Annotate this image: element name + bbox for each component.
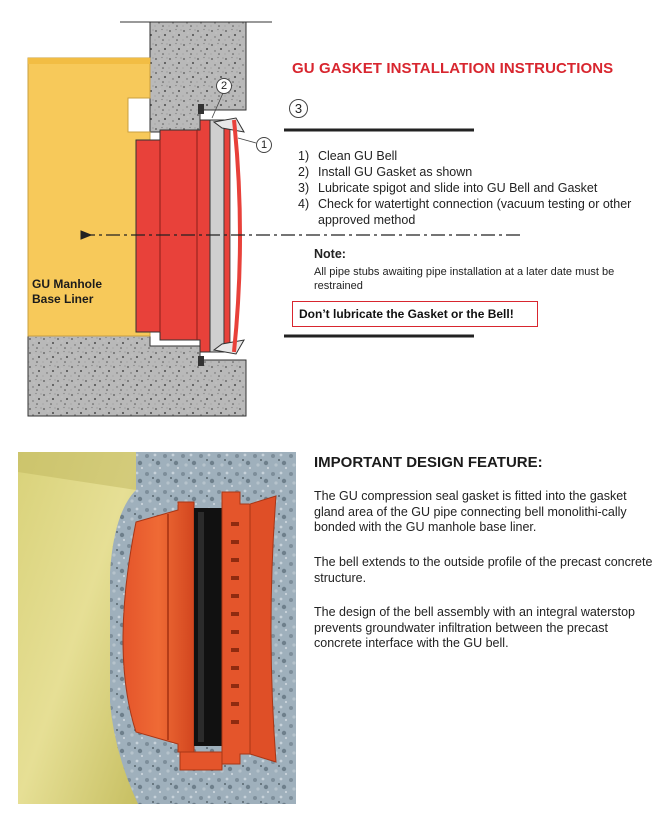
spigot-face: [234, 120, 240, 352]
step-item: 2) Install GU Gasket as shown: [298, 165, 473, 179]
step-item: 4) Check for watertight connection (vacuum testing or other approved method: [298, 197, 632, 227]
note-label: Note:: [314, 247, 346, 261]
callout-1: 1: [256, 137, 272, 153]
liner-label: GU Manhole Base Liner: [32, 277, 103, 306]
feature-paragraph: The bell extends to the outside profile of the precast concrete structure.: [314, 555, 653, 585]
feature-paragraph: The design of the bell assembly with an integral waterstop prevents groundwater infiltration between the precast concrete interface with the GU bell.: [314, 605, 636, 650]
feature-paragraph: The GU compression seal gasket is fitted into the gasket gland area of the GU pipe connecting bell monolithi-cally bonded with the GU manhole base liner.: [314, 489, 627, 534]
feature-heading: IMPORTANT DESIGN FEATURE:: [314, 454, 543, 471]
callout-3: 3: [289, 99, 308, 118]
instructions-title: GU GASKET INSTALLATION INSTRUCTIONS: [292, 60, 614, 77]
note-text: All pipe stubs awaiting pipe installation at a later date must be restrained: [314, 266, 615, 292]
installation-steps: [298, 148, 648, 228]
step-item: 1) Clean GU Bell: [298, 149, 398, 163]
warning-box: Don’t lubricate the Gasket or the Bell!: [292, 301, 538, 327]
step-item: 3) Lubricate spigot and slide into GU Bell and Gasket: [298, 181, 598, 195]
callout-2: 2: [216, 78, 232, 94]
bell-cutaway-photo: [18, 452, 296, 804]
gu-bell: [136, 120, 210, 352]
